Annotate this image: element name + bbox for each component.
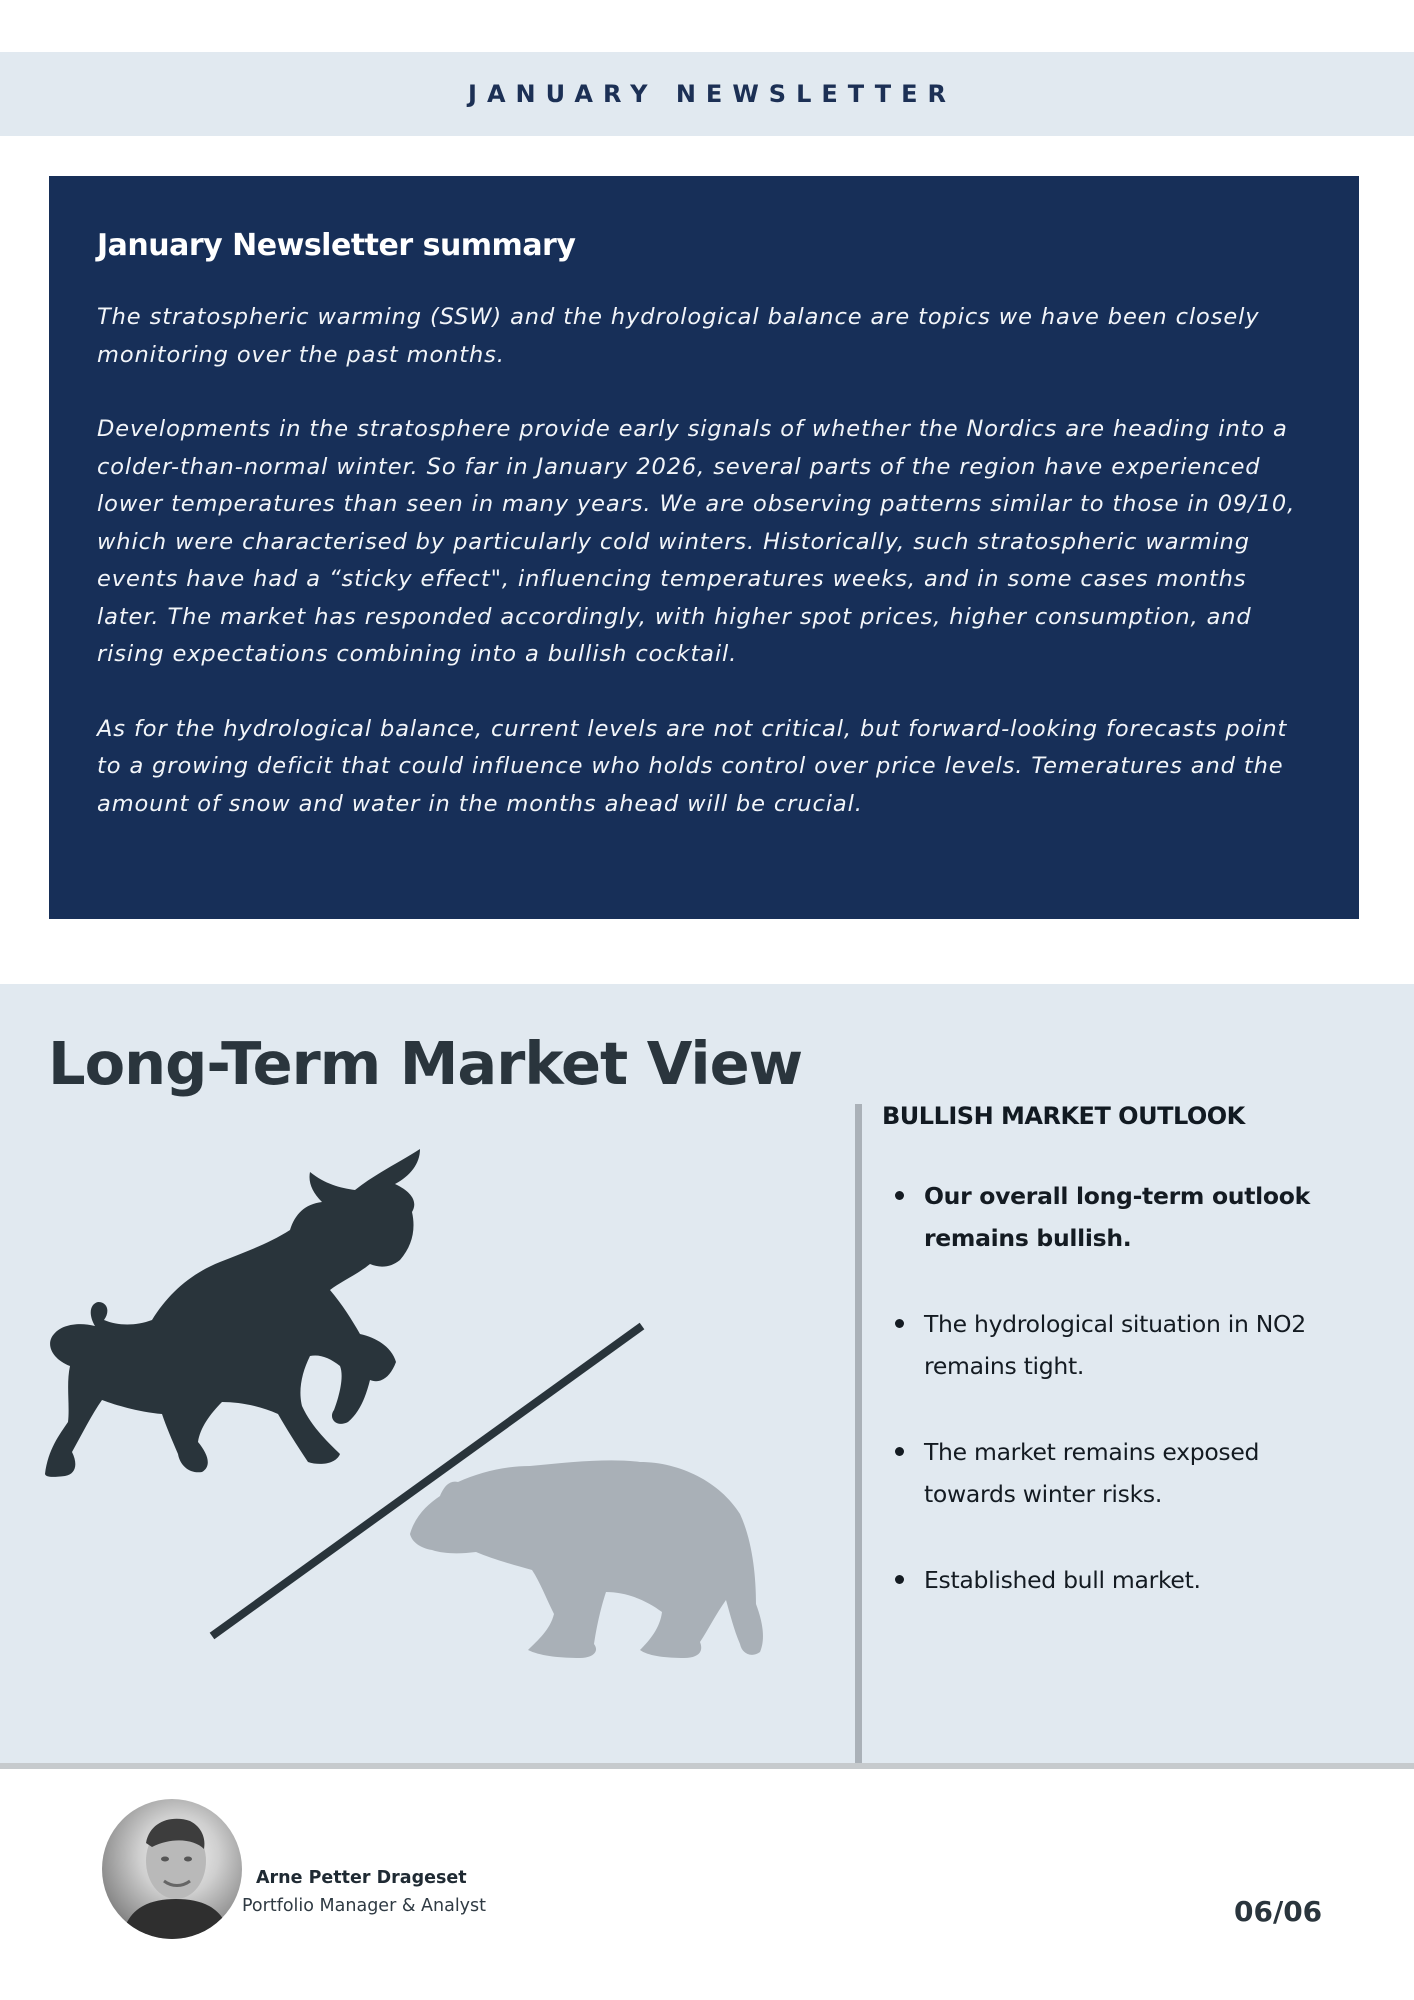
footer-divider: [0, 1763, 1414, 1769]
market-view-title: Long-Term Market View: [48, 1029, 803, 1098]
column-divider: [855, 1104, 862, 1767]
outlook-heading: BULLISH MARKET OUTLOOK: [882, 1102, 1245, 1130]
summary-title: January Newsletter summary: [97, 228, 576, 263]
summary-paragraph: Developments in the stratosphere provide early signals of whether the Nordics are heading into a colder-than-normal winter. So far in January 2026, several parts of the region have experienced lower temperatures than seen in many years. We are observing patterns similar to those in 09/10, which were characterised by particularly cold winters. Historically, such stratospheric warming events have had a “sticky effect", influencing temperatures weeks, and in some cases months later. The market has responded accordingly, with higher spot prices, higher consumption, and rising expectations combining into a bullish cocktail.: [97, 416, 1296, 667]
bull-icon: [45, 1149, 420, 1477]
newsletter-header-label: JANUARY NEWSLETTER: [468, 80, 956, 108]
summary-paragraph: As for the hydrological balance, current levels are not critical, but forward-looking forecasts point to a growing deficit that could influence who holds control over price levels. Temeratures and the amount of snow and water in the months ahead will be crucial.: [97, 715, 1288, 817]
summary-paragraph: The stratospheric warming (SSW) and the hydrological balance are topics we have been closely monitoring over the past months.: [97, 304, 1260, 368]
outlook-list: [882, 1175, 1342, 1601]
outlook-item: Established bull market.: [882, 1559, 1342, 1601]
author-avatar: [102, 1799, 242, 1939]
outlook-item: The hydrological situation in NO2 remains tight.: [882, 1303, 1342, 1387]
newsletter-header-band: [0, 52, 1414, 136]
bear-icon: [410, 1460, 763, 1658]
author-role: Portfolio Manager & Analyst: [242, 1896, 487, 1916]
bull-bear-illustration: [40, 1144, 800, 1704]
outlook-item: The market remains exposed towards winter risks.: [882, 1431, 1342, 1515]
page-number: 06/06: [1234, 1895, 1323, 1928]
author-name: Arne Petter Drageset: [256, 1868, 467, 1888]
outlook-item: Our overall long-term outlook remains bullish.: [882, 1175, 1342, 1259]
author-photo-icon: [102, 1799, 242, 1939]
market-view-section: [0, 984, 1414, 1767]
newsletter-summary-box: [49, 176, 1359, 919]
market-outlook-panel: [882, 1102, 1342, 1645]
